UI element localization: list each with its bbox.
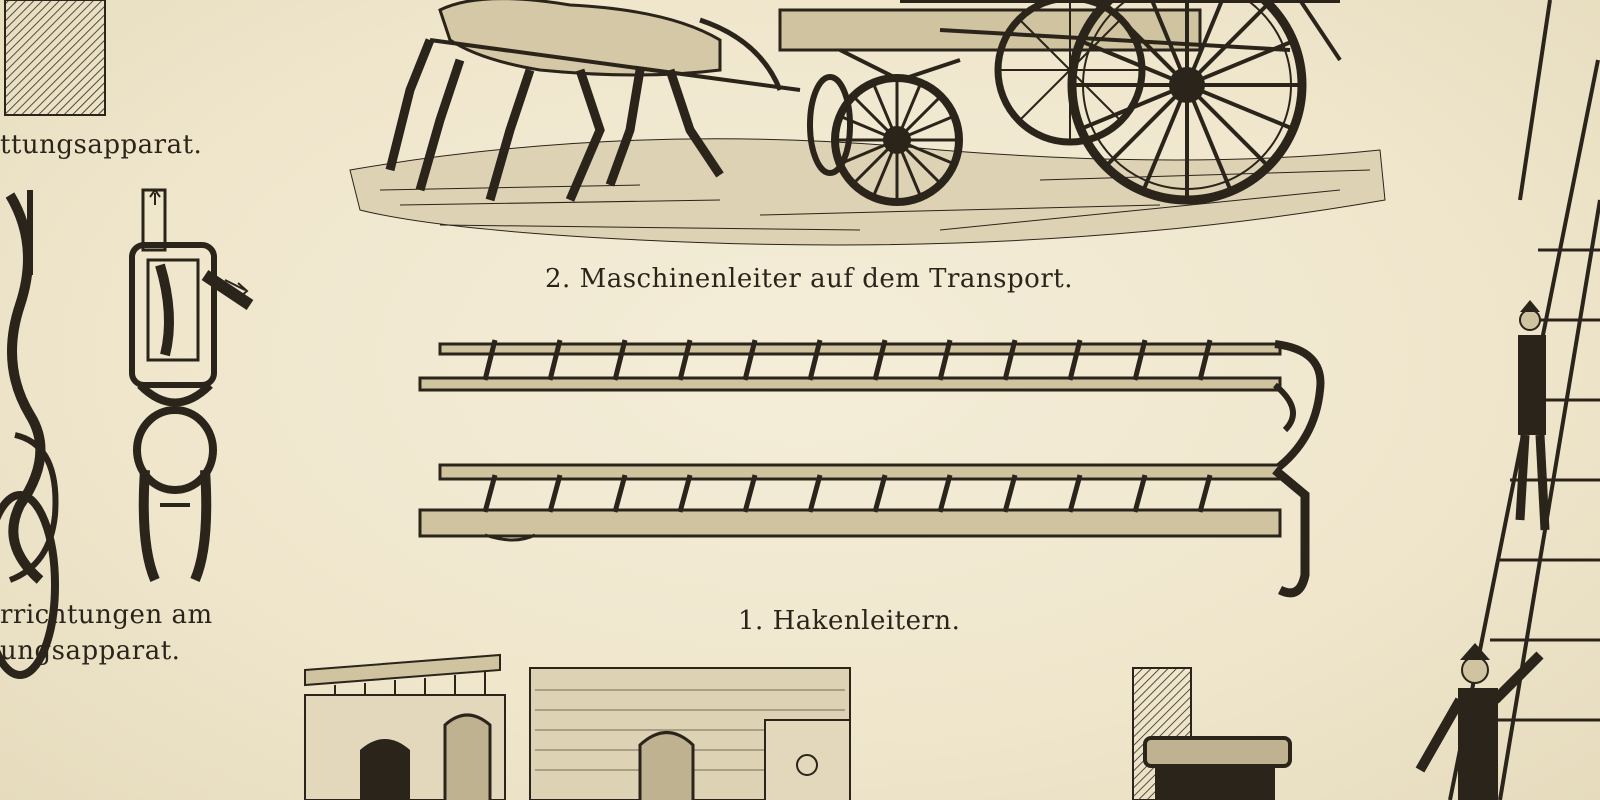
upper-hook-ladder	[420, 340, 1320, 470]
left-building	[305, 655, 505, 800]
middle-building	[530, 668, 850, 800]
hook-ladders-illustration	[415, 330, 1335, 610]
caption-rettungsapparat-fragment: ttungsapparat.	[0, 130, 203, 160]
horse-drawn-ladder-wagon-illustration	[340, 0, 1400, 260]
caption-vorrichtungen-line1: rrichtungen am	[0, 600, 213, 630]
firefighters-on-ladder-illustration	[1400, 0, 1600, 800]
caption-hakenleitern: 1. Hakenleitern.	[738, 606, 961, 636]
rope-hardware-illustration	[0, 185, 270, 585]
right-hatched-pillar	[1133, 668, 1290, 800]
caption-maschinenleiter: 2. Maschinenleiter auf dem Transport.	[545, 264, 1073, 294]
building-facades-illustration	[295, 650, 1295, 800]
caption-vorrichtungen-line2: ungsapparat.	[0, 636, 181, 666]
lower-hook-ladder	[420, 465, 1305, 593]
hatched-block-top-left	[0, 0, 110, 120]
